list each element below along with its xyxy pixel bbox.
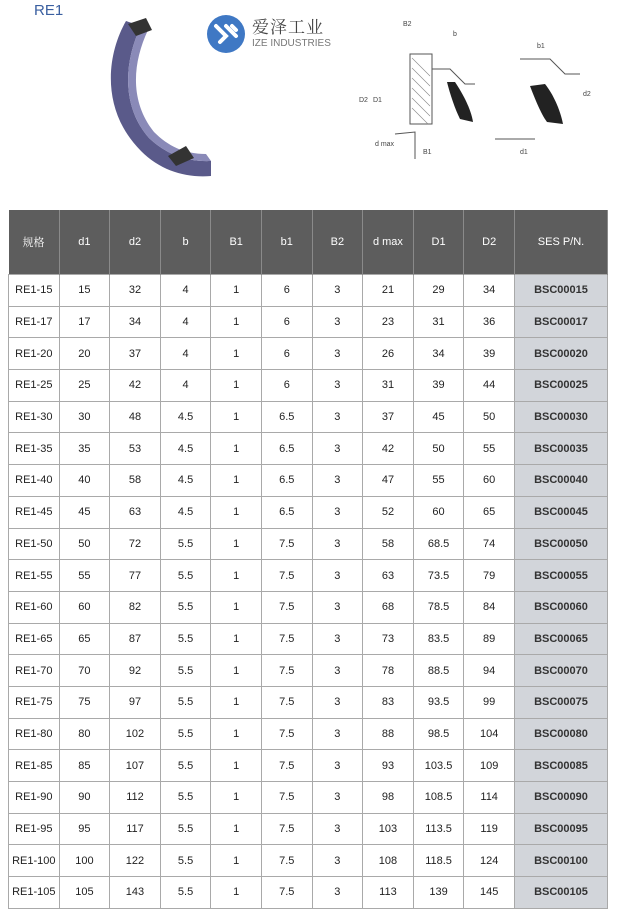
- table-cell: 3: [312, 370, 363, 402]
- column-header: D1: [413, 210, 464, 275]
- table-cell: 39: [464, 338, 515, 370]
- table-cell: 7.5: [261, 528, 312, 560]
- table-cell: 145: [464, 877, 515, 909]
- table-cell: 34: [110, 306, 161, 338]
- table-row: [9, 465, 608, 497]
- part-number-cell: BSC00045: [515, 496, 608, 528]
- table-cell: 7.5: [261, 813, 312, 845]
- company-logo: [206, 14, 331, 54]
- table-cell: 25: [59, 370, 110, 402]
- table-cell: 50: [59, 528, 110, 560]
- table-cell: 4: [160, 370, 211, 402]
- table-row: [9, 275, 608, 307]
- table-cell: 1: [211, 465, 262, 497]
- table-cell: 34: [413, 338, 464, 370]
- table-cell: 39: [413, 370, 464, 402]
- part-number-cell: BSC00060: [515, 591, 608, 623]
- part-number-cell: BSC00065: [515, 623, 608, 655]
- table-cell: 82: [110, 591, 161, 623]
- table-cell: 7.5: [261, 782, 312, 814]
- table-cell: 6: [261, 306, 312, 338]
- table-cell: 5.5: [160, 813, 211, 845]
- table-cell: 85: [59, 750, 110, 782]
- column-header: d1: [59, 210, 110, 275]
- table-cell: 103: [363, 813, 414, 845]
- table-row: [9, 623, 608, 655]
- table-cell: RE1-70: [9, 655, 60, 687]
- table-row: [9, 686, 608, 718]
- table-cell: 94: [464, 655, 515, 687]
- table-row: [9, 782, 608, 814]
- table-cell: 98: [363, 782, 414, 814]
- part-number-cell: BSC00090: [515, 782, 608, 814]
- table-cell: 6.5: [261, 433, 312, 465]
- part-number-cell: BSC00025: [515, 370, 608, 402]
- table-cell: 1: [211, 623, 262, 655]
- table-cell: RE1-35: [9, 433, 60, 465]
- table-cell: 124: [464, 845, 515, 877]
- table-cell: 7.5: [261, 845, 312, 877]
- table-body: [9, 275, 608, 909]
- table-cell: 77: [110, 560, 161, 592]
- ize-logo-icon: [206, 14, 246, 54]
- table-cell: RE1-65: [9, 623, 60, 655]
- table-cell: 58: [110, 465, 161, 497]
- column-header: b: [160, 210, 211, 275]
- column-header: B1: [211, 210, 262, 275]
- table-cell: 60: [413, 496, 464, 528]
- table-cell: 99: [464, 686, 515, 718]
- table-cell: 50: [464, 401, 515, 433]
- table-cell: 60: [464, 465, 515, 497]
- table-row: [9, 750, 608, 782]
- table-cell: 3: [312, 338, 363, 370]
- label-D1: D1: [373, 97, 382, 104]
- table-cell: 5.5: [160, 877, 211, 909]
- table-cell: 104: [464, 718, 515, 750]
- table-cell: 92: [110, 655, 161, 687]
- table-cell: 97: [110, 686, 161, 718]
- table-cell: 112: [110, 782, 161, 814]
- table-row: [9, 591, 608, 623]
- table-row: [9, 877, 608, 909]
- column-header: SES P/N.: [515, 210, 608, 275]
- table-cell: 90: [59, 782, 110, 814]
- table-cell: RE1-40: [9, 465, 60, 497]
- table-cell: 1: [211, 845, 262, 877]
- table-cell: 102: [110, 718, 161, 750]
- label-d2: d2: [583, 91, 591, 98]
- label-D2: D2: [359, 97, 368, 104]
- table-row: [9, 813, 608, 845]
- table-cell: 3: [312, 433, 363, 465]
- table-cell: 7.5: [261, 591, 312, 623]
- table-cell: RE1-15: [9, 275, 60, 307]
- table-cell: 3: [312, 750, 363, 782]
- table-header-row: [9, 210, 608, 275]
- part-number-cell: BSC00105: [515, 877, 608, 909]
- table-cell: 7.5: [261, 718, 312, 750]
- table-cell: 3: [312, 655, 363, 687]
- table-row: [9, 845, 608, 877]
- table-cell: 1: [211, 718, 262, 750]
- table-cell: 80: [59, 718, 110, 750]
- table-cell: RE1-95: [9, 813, 60, 845]
- table-cell: 3: [312, 528, 363, 560]
- table-cell: 45: [59, 496, 110, 528]
- table-cell: 30: [59, 401, 110, 433]
- table-cell: 79: [464, 560, 515, 592]
- table-cell: RE1-17: [9, 306, 60, 338]
- table-cell: 40: [59, 465, 110, 497]
- table-cell: 37: [110, 338, 161, 370]
- table-cell: 72: [110, 528, 161, 560]
- column-header: d2: [110, 210, 161, 275]
- table-cell: 5.5: [160, 750, 211, 782]
- table-cell: 68.5: [413, 528, 464, 560]
- table-cell: RE1-85: [9, 750, 60, 782]
- label-dmax: d max: [375, 141, 395, 148]
- table-cell: 48: [110, 401, 161, 433]
- table-cell: 7.5: [261, 560, 312, 592]
- table-row: [9, 433, 608, 465]
- table-cell: 68: [363, 591, 414, 623]
- table-cell: 108.5: [413, 782, 464, 814]
- table-cell: 6: [261, 338, 312, 370]
- table-row: [9, 306, 608, 338]
- part-number-cell: BSC00020: [515, 338, 608, 370]
- table-cell: 75: [59, 686, 110, 718]
- table-cell: 4.5: [160, 496, 211, 528]
- table-cell: 78.5: [413, 591, 464, 623]
- seal-product-image: [86, 16, 216, 186]
- table-cell: 20: [59, 338, 110, 370]
- table-cell: 1: [211, 782, 262, 814]
- table-cell: 84: [464, 591, 515, 623]
- table-cell: 42: [110, 370, 161, 402]
- table-cell: 7.5: [261, 623, 312, 655]
- page-title: RE1: [34, 2, 64, 19]
- table-cell: 5.5: [160, 782, 211, 814]
- table-cell: 143: [110, 877, 161, 909]
- table-cell: 5.5: [160, 845, 211, 877]
- column-header: 规格: [9, 210, 60, 275]
- table-cell: 89: [464, 623, 515, 655]
- table-cell: 73: [363, 623, 414, 655]
- label-d1: d1: [520, 149, 528, 156]
- table-cell: 32: [110, 275, 161, 307]
- table-cell: 107: [110, 750, 161, 782]
- table-row: [9, 401, 608, 433]
- table-cell: 3: [312, 718, 363, 750]
- table-row: [9, 528, 608, 560]
- table-cell: 23: [363, 306, 414, 338]
- table-cell: 5.5: [160, 591, 211, 623]
- table-cell: 1: [211, 528, 262, 560]
- table-cell: 5.5: [160, 528, 211, 560]
- table-cell: 58: [363, 528, 414, 560]
- column-header: D2: [464, 210, 515, 275]
- table-cell: 53: [110, 433, 161, 465]
- table-cell: 5.5: [160, 623, 211, 655]
- part-number-cell: BSC00050: [515, 528, 608, 560]
- table-cell: 36: [464, 306, 515, 338]
- table-cell: RE1-45: [9, 496, 60, 528]
- table-cell: 44: [464, 370, 515, 402]
- table-cell: 5.5: [160, 686, 211, 718]
- label-B2: B2: [403, 21, 412, 28]
- table-cell: 29: [413, 275, 464, 307]
- table-cell: 1: [211, 877, 262, 909]
- table-cell: 3: [312, 306, 363, 338]
- table-row: [9, 560, 608, 592]
- table-cell: 6.5: [261, 465, 312, 497]
- table-cell: 6.5: [261, 401, 312, 433]
- table-cell: 3: [312, 465, 363, 497]
- logo-cn-text: 爱泽工业: [252, 17, 324, 37]
- table-cell: 87: [110, 623, 161, 655]
- table-cell: 60: [59, 591, 110, 623]
- table-cell: 103.5: [413, 750, 464, 782]
- spec-table: [8, 210, 608, 909]
- part-number-cell: BSC00080: [515, 718, 608, 750]
- part-number-cell: BSC00055: [515, 560, 608, 592]
- table-cell: 31: [413, 306, 464, 338]
- table-cell: RE1-50: [9, 528, 60, 560]
- table-cell: 113: [363, 877, 414, 909]
- table-cell: 1: [211, 275, 262, 307]
- table-row: [9, 496, 608, 528]
- table-cell: 3: [312, 496, 363, 528]
- table-cell: 4.5: [160, 465, 211, 497]
- table-cell: 7.5: [261, 877, 312, 909]
- table-cell: 1: [211, 686, 262, 718]
- table-cell: 70: [59, 655, 110, 687]
- table-cell: 78: [363, 655, 414, 687]
- table-cell: 17: [59, 306, 110, 338]
- column-header: d max: [363, 210, 414, 275]
- table-cell: 45: [413, 401, 464, 433]
- table-cell: RE1-90: [9, 782, 60, 814]
- part-number-cell: BSC00070: [515, 655, 608, 687]
- table-cell: 1: [211, 813, 262, 845]
- table-cell: 42: [363, 433, 414, 465]
- table-cell: 122: [110, 845, 161, 877]
- table-cell: 1: [211, 560, 262, 592]
- table-cell: 83.5: [413, 623, 464, 655]
- table-cell: 3: [312, 623, 363, 655]
- table-cell: 31: [363, 370, 414, 402]
- table-cell: 55: [59, 560, 110, 592]
- part-number-cell: BSC00017: [515, 306, 608, 338]
- table-cell: 3: [312, 275, 363, 307]
- table-cell: RE1-55: [9, 560, 60, 592]
- table-cell: 47: [363, 465, 414, 497]
- table-cell: 119: [464, 813, 515, 845]
- table-cell: 65: [59, 623, 110, 655]
- table-cell: 4: [160, 275, 211, 307]
- table-cell: 3: [312, 813, 363, 845]
- label-b: b: [453, 31, 457, 38]
- table-cell: 15: [59, 275, 110, 307]
- table-cell: 34: [464, 275, 515, 307]
- table-cell: 100: [59, 845, 110, 877]
- table-cell: 109: [464, 750, 515, 782]
- table-cell: 98.5: [413, 718, 464, 750]
- part-number-cell: BSC00095: [515, 813, 608, 845]
- table-row: [9, 718, 608, 750]
- table-cell: 5.5: [160, 655, 211, 687]
- table-cell: 3: [312, 845, 363, 877]
- table-cell: 1: [211, 338, 262, 370]
- table-cell: 6: [261, 370, 312, 402]
- table-cell: 3: [312, 560, 363, 592]
- table-row: [9, 338, 608, 370]
- table-cell: 55: [464, 433, 515, 465]
- table-cell: 93.5: [413, 686, 464, 718]
- table-cell: 118.5: [413, 845, 464, 877]
- table-cell: 1: [211, 370, 262, 402]
- table-cell: 74: [464, 528, 515, 560]
- table-cell: 3: [312, 591, 363, 623]
- table-cell: 4: [160, 306, 211, 338]
- table-cell: 26: [363, 338, 414, 370]
- label-b1: b1: [537, 43, 545, 50]
- table-cell: 1: [211, 750, 262, 782]
- table-row: [9, 370, 608, 402]
- table-cell: RE1-75: [9, 686, 60, 718]
- logo-en-text: IZE INDUSTRIES: [252, 37, 331, 49]
- table-cell: 139: [413, 877, 464, 909]
- table-cell: 4.5: [160, 433, 211, 465]
- table-cell: 105: [59, 877, 110, 909]
- table-cell: 63: [110, 496, 161, 528]
- table-cell: 108: [363, 845, 414, 877]
- part-number-cell: BSC00035: [515, 433, 608, 465]
- table-cell: 52: [363, 496, 414, 528]
- part-number-cell: BSC00015: [515, 275, 608, 307]
- table-cell: RE1-20: [9, 338, 60, 370]
- table-row: [9, 655, 608, 687]
- table-cell: 7.5: [261, 655, 312, 687]
- column-header: b1: [261, 210, 312, 275]
- table-cell: 63: [363, 560, 414, 592]
- table-cell: 113.5: [413, 813, 464, 845]
- table-cell: RE1-80: [9, 718, 60, 750]
- table-cell: 4: [160, 338, 211, 370]
- table-cell: 65: [464, 496, 515, 528]
- table-cell: 5.5: [160, 560, 211, 592]
- table-cell: 35: [59, 433, 110, 465]
- table-cell: 55: [413, 465, 464, 497]
- table-cell: 88: [363, 718, 414, 750]
- table-cell: 1: [211, 591, 262, 623]
- table-cell: 117: [110, 813, 161, 845]
- table-cell: 4.5: [160, 401, 211, 433]
- table-cell: 50: [413, 433, 464, 465]
- label-B1: B1: [423, 149, 432, 156]
- part-number-cell: BSC00030: [515, 401, 608, 433]
- table-cell: RE1-25: [9, 370, 60, 402]
- table-cell: RE1-100: [9, 845, 60, 877]
- part-number-cell: BSC00075: [515, 686, 608, 718]
- table-cell: 95: [59, 813, 110, 845]
- table-cell: 21: [363, 275, 414, 307]
- table-cell: 1: [211, 306, 262, 338]
- table-cell: 6: [261, 275, 312, 307]
- table-cell: 7.5: [261, 686, 312, 718]
- table-cell: 3: [312, 877, 363, 909]
- dimension-diagram: [355, 14, 595, 164]
- column-header: B2: [312, 210, 363, 275]
- table-cell: 88.5: [413, 655, 464, 687]
- table-cell: 1: [211, 655, 262, 687]
- table-cell: 3: [312, 401, 363, 433]
- part-number-cell: BSC00085: [515, 750, 608, 782]
- table-cell: 37: [363, 401, 414, 433]
- table-cell: 5.5: [160, 718, 211, 750]
- part-number-cell: BSC00100: [515, 845, 608, 877]
- table-cell: RE1-105: [9, 877, 60, 909]
- table-cell: 6.5: [261, 496, 312, 528]
- table-cell: RE1-60: [9, 591, 60, 623]
- table-cell: 93: [363, 750, 414, 782]
- table-cell: 83: [363, 686, 414, 718]
- table-cell: 1: [211, 401, 262, 433]
- part-number-cell: BSC00040: [515, 465, 608, 497]
- table-cell: 114: [464, 782, 515, 814]
- table-cell: 3: [312, 782, 363, 814]
- table-cell: RE1-30: [9, 401, 60, 433]
- table-cell: 1: [211, 496, 262, 528]
- table-cell: 1: [211, 433, 262, 465]
- table-cell: 7.5: [261, 750, 312, 782]
- table-cell: 3: [312, 686, 363, 718]
- table-cell: 73.5: [413, 560, 464, 592]
